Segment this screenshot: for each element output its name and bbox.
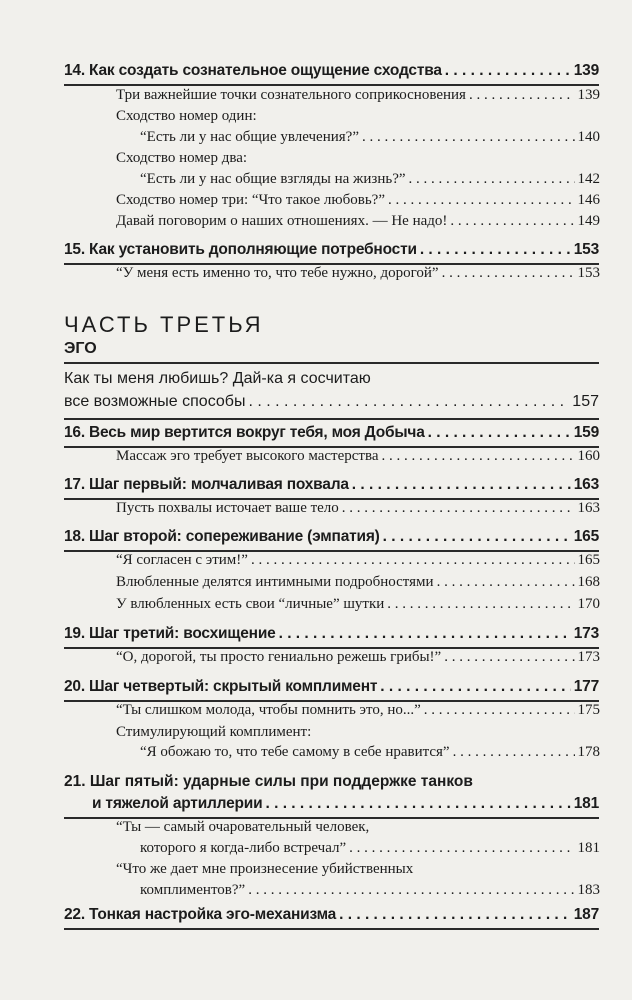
toc-subentry: Массаж эго требует высокого мастерства . . . 160 <box>116 448 600 465</box>
toc-subentry: “О, дорогой, ты просто гениально режешь грибы!” . . . 173 <box>116 649 600 666</box>
chapter-21-heading-line1: 21. Шаг пятый: ударные силы при поддержке танков <box>64 773 473 790</box>
chapter-14-heading <box>64 62 599 80</box>
chapter-22-heading: 22. Тонкая настройка эго-механизма . . . 187 <box>64 906 599 924</box>
toc-subentry: комплиментов?” . . . 183 <box>140 882 600 899</box>
toc-subentry: “У меня есть именно то, что тебе нужно, дорогой” . . . 153 <box>116 265 600 282</box>
toc-subentry: Пусть похвалы источает ваше тело . . . 163 <box>116 500 600 517</box>
page-number: 139 <box>573 62 599 79</box>
toc-subentry: Влюбленные делятся интимными подробностями . . . 168 <box>116 574 600 591</box>
toc-subentry: У влюбленных есть свои “личные” шутки . . . 170 <box>116 596 600 613</box>
toc-subentry: “Ты слишком молода, чтобы помнить это, но...” . . . 175 <box>116 702 600 719</box>
toc-subentry: “Ты — самый очаровательный человек, <box>116 819 370 835</box>
toc-subentry: Стимулирующий комплимент: <box>116 724 312 740</box>
toc-subentry: “Что же дает мне произнесение убийственных <box>116 861 414 877</box>
chapter-16-heading: 16. Весь мир вертится вокруг тебя, моя Добыча . . . 159 <box>64 424 599 442</box>
toc-subentry: Три важнейшие точки сознательного соприкосновения . . . 139 <box>116 87 600 104</box>
part-subtitle: ЭГО <box>64 340 97 357</box>
toc-subentry: “Я обожаю то, что тебе самому в себе нравится” . . . 178 <box>140 744 600 761</box>
toc-subentry: которого я когда-либо встречал” . . . 181 <box>140 840 600 857</box>
chapter-rule <box>64 84 599 86</box>
part-intro-line: все возможные способы . . . 157 <box>64 393 599 411</box>
chapter-rule <box>64 418 599 420</box>
toc-subentry: Сходство номер три: “Что такое любовь?” . . . 146 <box>116 192 600 209</box>
part-title: ЧАСТЬ ТРЕТЬЯ <box>64 312 264 337</box>
chapter-title: 14. Как создать сознательное ощущение сходства <box>64 62 442 79</box>
part-intro-line: Как ты меня любишь? Дай-ка я сосчитаю <box>64 370 371 387</box>
toc-subentry: “Есть ли у нас общие взгляды на жизнь?” . . . 142 <box>140 171 600 188</box>
chapter-21-heading: и тяжелой артиллерии . . . 181 <box>92 795 599 813</box>
chapter-17-heading: 17. Шаг первый: молчаливая похвала . . . 163 <box>64 476 599 494</box>
toc-subentry: “Есть ли у нас общие увлечения?” . . . 140 <box>140 129 600 146</box>
chapter-rule <box>64 928 599 930</box>
toc-subentry: Сходство номер один: <box>116 108 257 124</box>
toc-subentry: Давай поговорим о наших отношениях. — Не надо! . . . 149 <box>116 213 600 230</box>
toc-subentry: “Я согласен с этим!” . . . 165 <box>116 552 600 569</box>
chapter-18-heading: 18. Шаг второй: сопереживание (эмпатия) . . . 165 <box>64 528 599 546</box>
part-rule <box>64 362 599 364</box>
chapter-20-heading: 20. Шаг четвертый: скрытый комплимент . . . 177 <box>64 678 599 696</box>
chapter-19-heading: 19. Шаг третий: восхищение . . . 173 <box>64 625 599 643</box>
chapter-15-heading: 15. Как установить дополняющие потребности . . . 153 <box>64 241 599 259</box>
toc-subentry: Сходство номер два: <box>116 150 248 166</box>
